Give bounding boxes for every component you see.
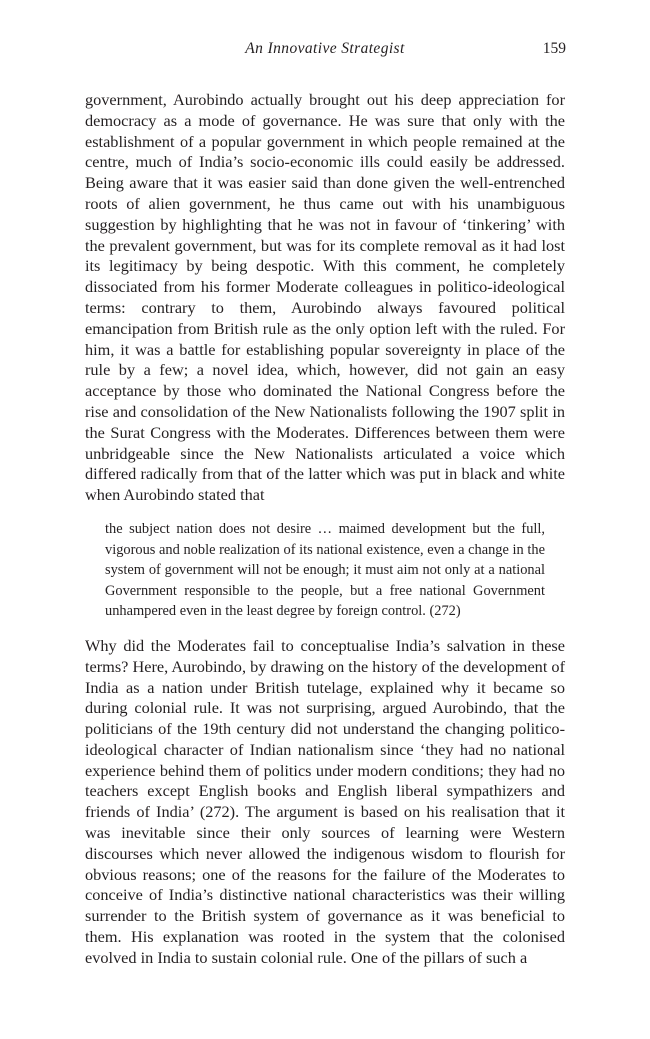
body-paragraph-2: Why did the Moderates fail to conceptualise India’s salvation in these terms? Here, Aurobindo, by drawing on the history of the development of India as a nation under British tutelage, explained why it became so during colonial rule. It was not surprising, argued Aurobindo, that the politicians of the 19th century did not understand the changing politico-ideological character of Indian nationalism since ‘they had no national experience behind them of politics under modern conditions; they had no teachers except English books and English liberal sympathizers and friends of India’ (272). The argument is based on his realisation that it was inevitable since their only sources of learning were Western discourses which never allowed the indigenous wisdom to flourish for obvious reasons; one of the reasons for the failure of the Moderates to conceive of India’s distinctive national characteristics was their willing surrender to the British system of governance as it was beneficial to them. His explanation was rooted in the system that the colonised evolved in India to sustain colonial rule. One of the pillars of such a: [85, 635, 565, 967]
running-header: [84, 40, 566, 60]
page-number: 159: [542, 40, 566, 57]
body-paragraph-1: government, Aurobindo actually brought out his deep appreciation for democracy as a mode of governance. He was sure that only with the establishment of a popular government in which people remained at the centre, much of India’s socio-economic ills could easily be addressed. Being aware that it was easier said than done given the well-entrenched roots of alien government, he thus came out with his unambiguous suggestion by highlighting that he was not in favour of ‘tinkering’ with the prevalent government, but was for its complete removal as it had lost its legitimacy by being despotic. With this comment, he completely dissociated from his former Moderate colleagues in politico-ideological terms: contrary to them, Aurobindo always favoured political emancipation from British rule as the only option left with the ruled. For him, it was a battle for establishing popular sovereignty in place of the rule by a few; a novel idea, which, however, did not gain an easy acceptance by those who dominated the National Congress before the rise and consolidation of the New Nationalists following the 1907 split in the Surat Congress with the Moderates. Differences between them were unbridgeable since the New Nationalists articulated a voice which differed radically from that of the latter which was put in black and white when Aurobindo stated that: [85, 90, 565, 505]
page-body: [85, 90, 565, 969]
running-title: An Innovative Strategist: [245, 40, 405, 57]
block-quote: the subject nation does not desire … maimed development but the full, vigorous and noble realization of its national existence, even a change in the system of government will not be enough; it must aim not only at a national Government responsible to the people, but a free national Government unhampered even in the least degree by foreign control. (272): [105, 520, 545, 620]
